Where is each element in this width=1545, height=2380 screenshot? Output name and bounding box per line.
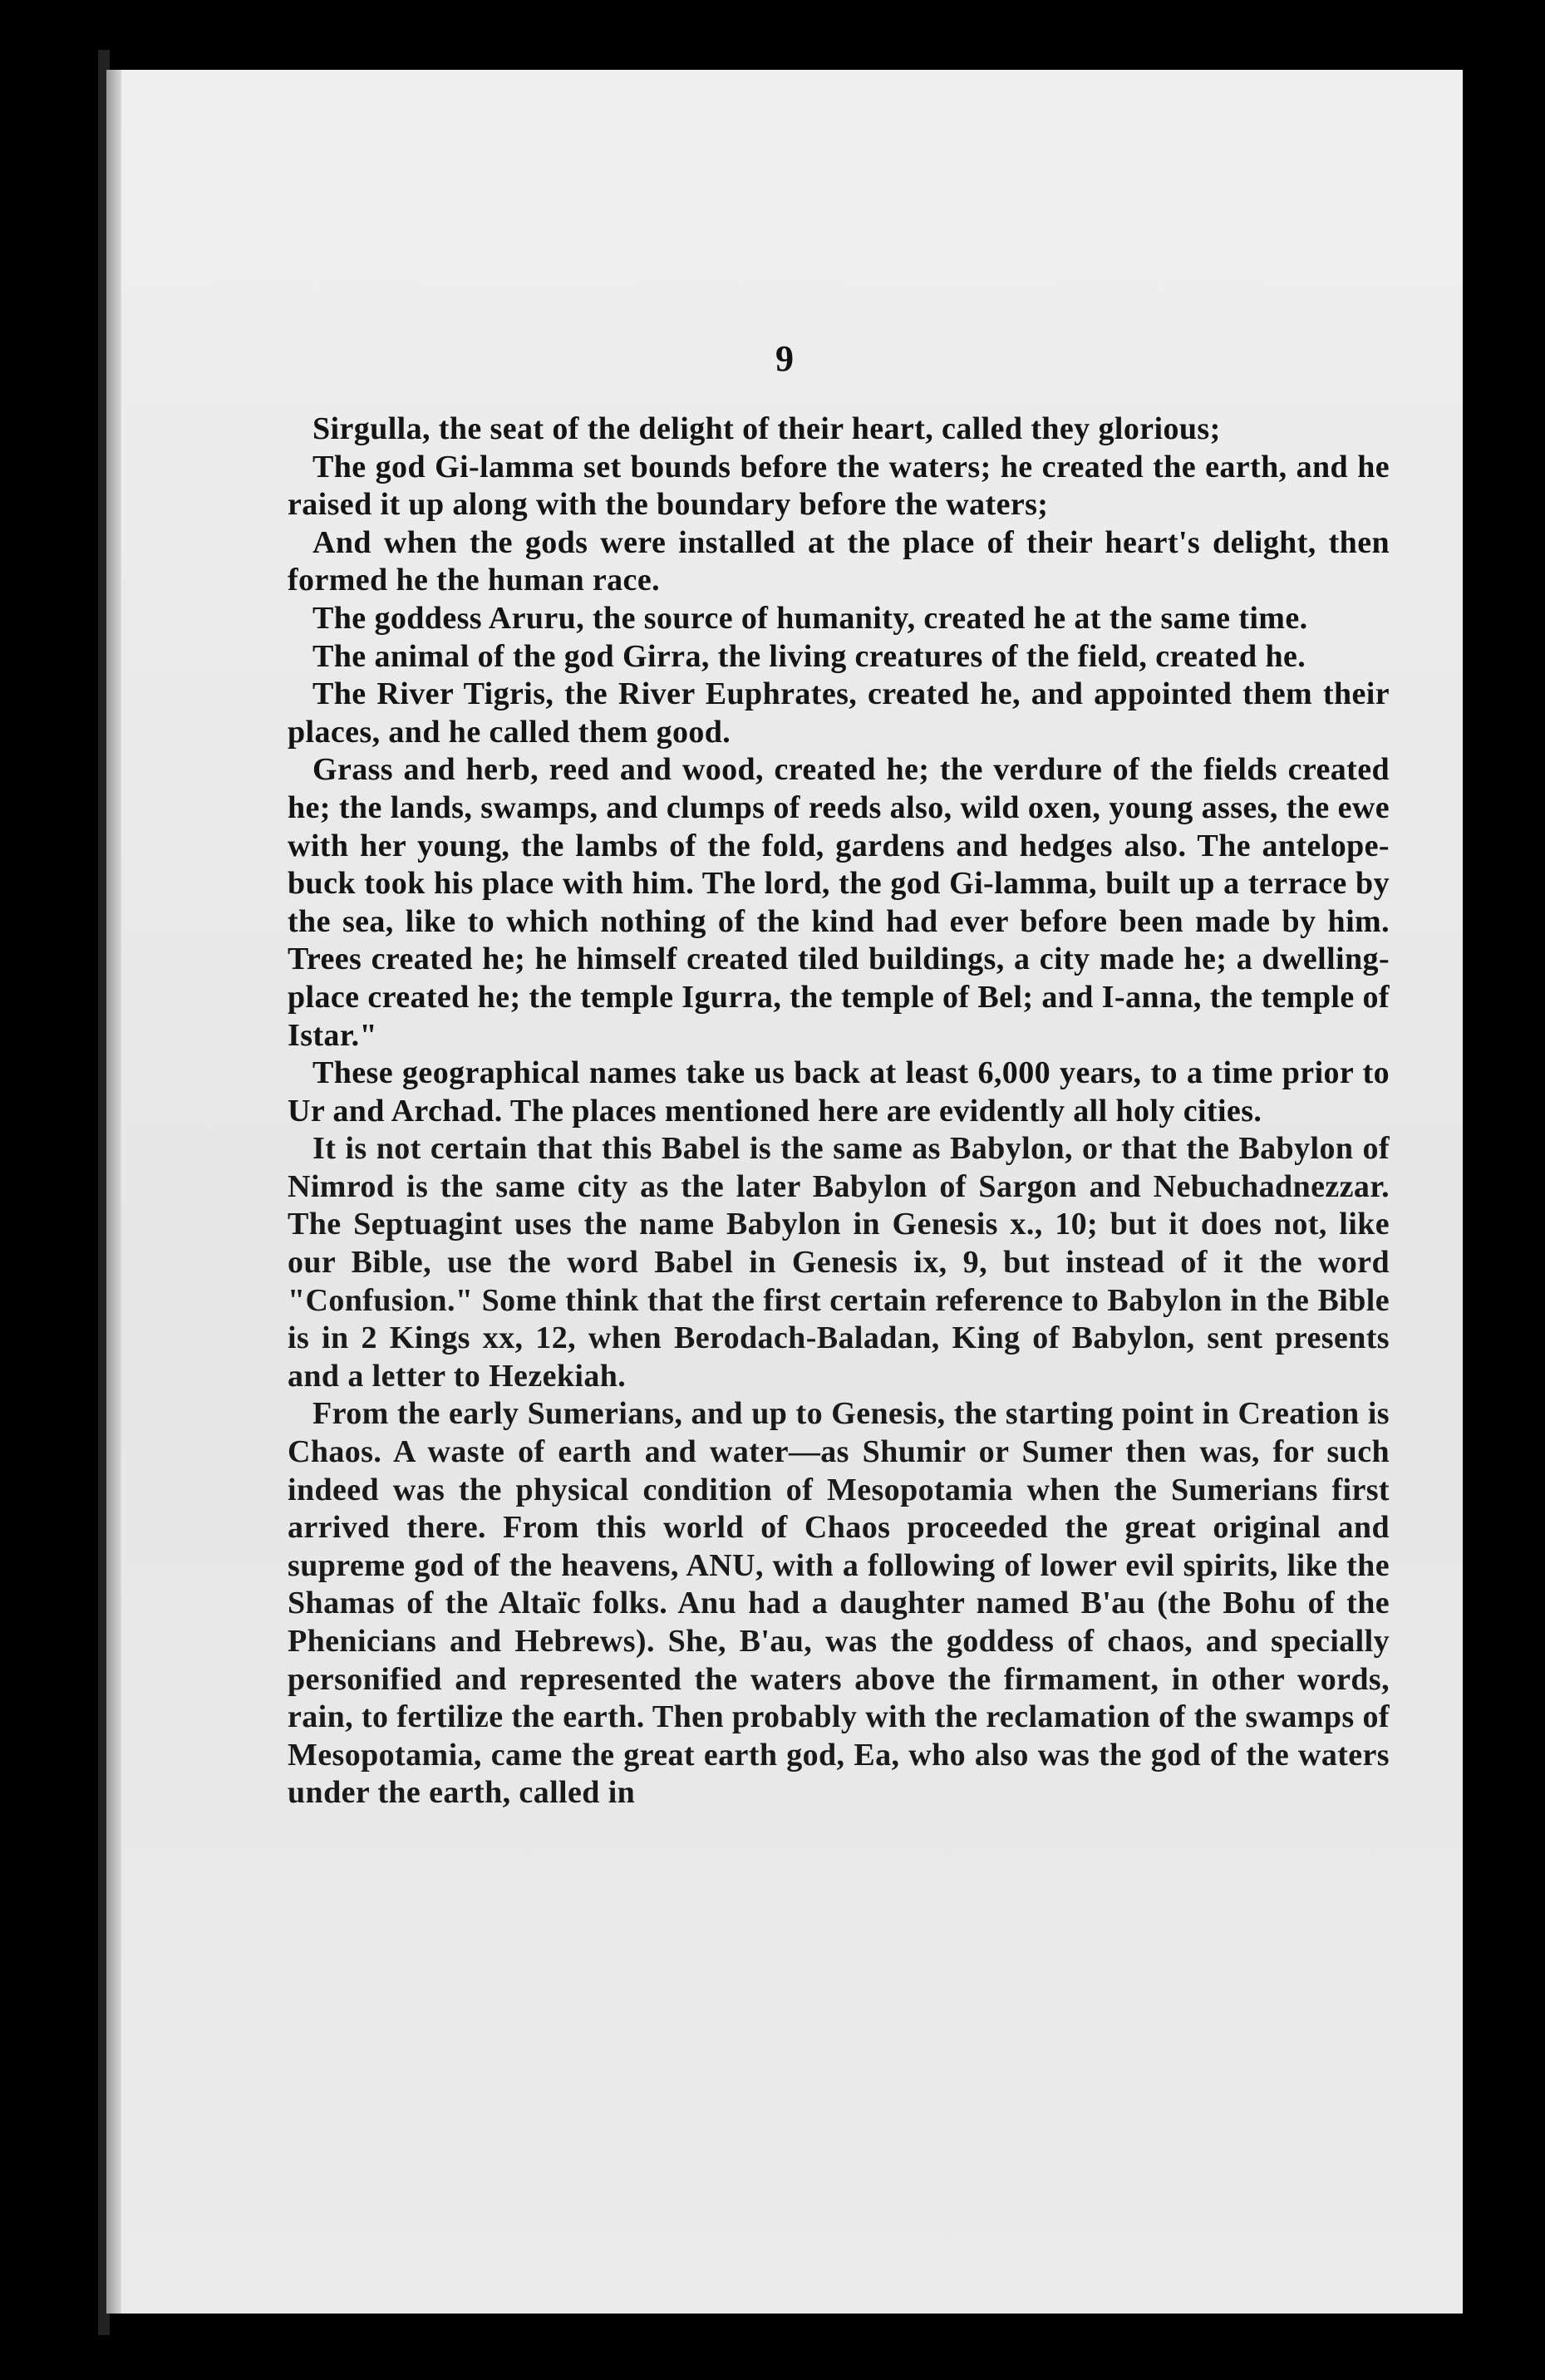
paragraph: These geographical names take us back at least 6,000 years, to a time prior to Ur and Archad. The places mentioned here are evidently all holy cities.: [288, 1055, 1390, 1129]
paragraph: The River Tigris, the River Euphrates, created he, and appointed them their places, and he called them good.: [288, 676, 1390, 750]
paragraph: Sirgulla, the seat of the delight of their heart, called they glorious;: [312, 411, 1221, 446]
paragraph: It is not certain that this Babel is the same as Babylon, or that the Babylon of Nimrod is the same city as the later Babylon of Sargon and Nebuchadnezzar. The Septuagint uses the name Babylon in Genesis x., 10; but it does not, like our Bible, use the word Babel in Genesis ix, 9, but instead of it the word "Confusion." Some think that the first certain reference to Babylon in the Bible is in 2 Kings xx, 12, when Berodach-Baladan, King of Babylon, sent presents and a letter to Hezekiah.: [288, 1131, 1390, 1394]
paragraph: Grass and herb, reed and wood, created he; the verdure of the fields created he; the lands, swamps, and clumps of reeds also, wild oxen, young asses, the ewe with her young, the lambs of the fold, gardens and hedges also. The antelope-buck took his place with him. The lord, the god Gi-lamma, built up a terrace by the sea, like to which nothing of the kind had ever before been made by him. Trees created he; he himself created tiled buildings, a city made he; a dwelling-place created he; the temple Igurra, the temple of Bel; and I-anna, the temple of Istar.": [288, 752, 1390, 1053]
paragraph: From the early Sumerians, and up to Genesis, the starting point in Creation is Chaos. A waste of earth and water—as Shumir or Sumer then was, for such indeed was the physical condition of Mesopotamia when the Sumerians first arrived there. From this world of Chaos proceeded the great original and supreme god of the heavens, ANU, with a following of lower evil spirits, like the Shamas of the Altaïc folks. Anu had a daughter named B'au (the Bohu of the Phenicians and Hebrews). She, B'au, was the goddess of chaos, and specially personified and represented the waters above the firmament, in other words, rain, to fertilize the earth. Then probably with the reclamation of the swamps of Mesopotamia, came the great earth god, Ea, who also was the god of the waters under the earth, called in: [288, 1396, 1390, 1811]
body-text: [288, 411, 1390, 1812]
page-number: 9: [775, 338, 794, 379]
paragraph: The god Gi-lamma set bounds before the waters; he created the earth, and he raised it up along with the boundary before the waters;: [288, 449, 1390, 523]
paragraph: And when the gods were installed at the place of their heart's delight, then formed he the human race.: [288, 524, 1390, 598]
paragraph: The animal of the god Girra, the living creatures of the field, created he.: [312, 638, 1306, 674]
page-gutter-shadow: [106, 70, 121, 2314]
book-page: [106, 70, 1463, 2314]
paragraph: The goddess Aruru, the source of humanity, created he at the same time.: [312, 600, 1308, 636]
